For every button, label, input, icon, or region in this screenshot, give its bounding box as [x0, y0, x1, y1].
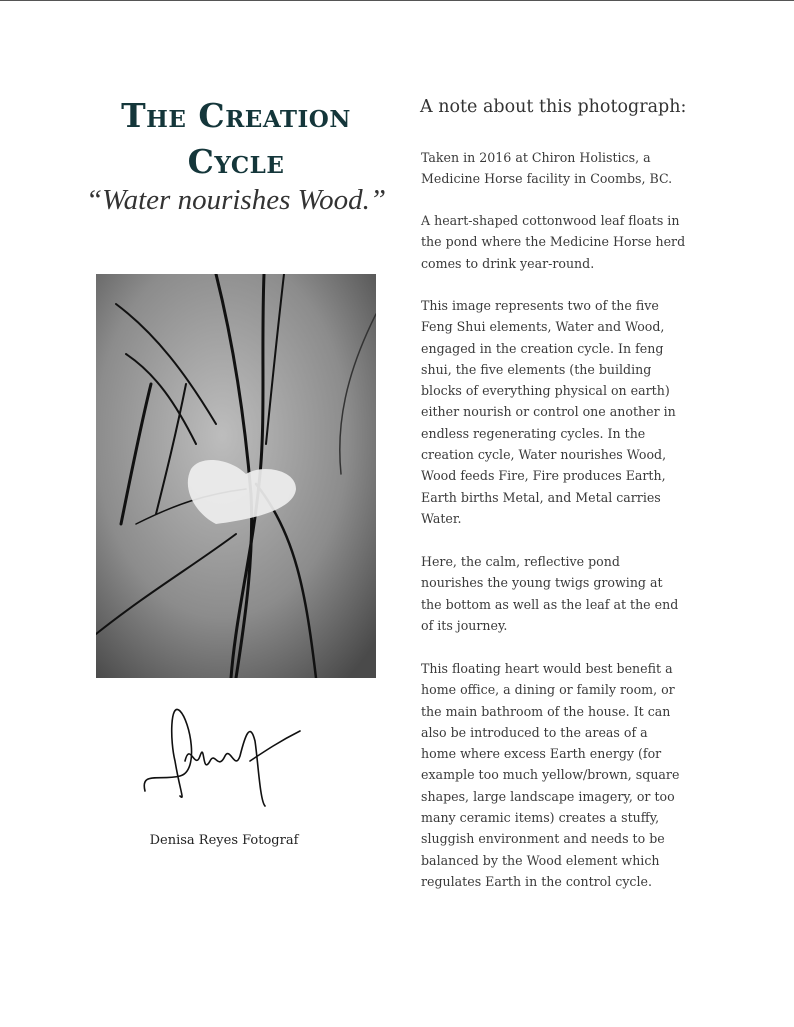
text-line: Water.: [421, 510, 462, 526]
text-line: engaged in the creation cycle. In feng: [421, 340, 664, 356]
leaf-on-pond-photo: [96, 274, 376, 678]
text-line: balanced by the Wood element which: [421, 852, 660, 868]
title-line-2: Cycle: [187, 142, 285, 181]
text-line: blocks of everything physical on earth): [421, 383, 670, 399]
text-line: Feng Shui elements, Water and Wood,: [421, 319, 665, 335]
text-line: many ceramic items) creates a stuffy,: [421, 810, 660, 826]
photographer-credit: Denisa Reyes Fotograf: [149, 833, 299, 848]
note-paragraph: [421, 210, 685, 274]
text-line: also be introduced to the areas of a: [421, 724, 648, 740]
text-line: Taken in 2016 at Chiron Holistics, a: [421, 150, 651, 165]
text-line: either nourish or control one another in: [421, 404, 676, 420]
text-line: Wood feeds Fire, Fire produces Earth,: [421, 468, 666, 484]
text-line: This floating heart would best benefit a: [421, 661, 673, 676]
text-line: shui, the five elements (the building: [421, 361, 652, 377]
text-line: home office, a dining or family room, or: [421, 682, 675, 698]
note-paragraph: [421, 658, 679, 892]
text-line: of its journey.: [421, 617, 508, 633]
note-paragraph: [421, 551, 678, 636]
text-line: the pond where the Medicine Horse herd: [421, 234, 686, 250]
note-paragraph: [421, 147, 672, 190]
text-line: Medicine Horse facility in Coombs, BC.: [421, 171, 673, 187]
text-line: regulates Earth in the control cycle.: [421, 873, 652, 889]
text-line: example too much yellow/brown, square: [421, 767, 680, 783]
title-line-1: The Creation: [121, 96, 351, 135]
text-line: the main bathroom of the house. It can: [421, 703, 671, 719]
signature-image: [140, 701, 305, 811]
subtitle-quote: “Water nourishes Wood.”: [86, 184, 386, 216]
text-line: sluggish environment and needs to be: [421, 831, 665, 847]
text-line: Here, the calm, reflective pond: [421, 554, 620, 569]
note-heading: A note about this photograph:: [420, 97, 687, 117]
text-line: comes to drink year-round.: [421, 255, 595, 271]
note-paragraph: [421, 295, 676, 529]
text-line: Earth births Metal, and Metal carries: [421, 489, 661, 505]
text-line: endless regenerating cycles. In the: [421, 425, 646, 441]
text-line: home where excess Earth energy (for: [421, 746, 662, 762]
text-line: A heart-shaped cottonwood leaf floats in: [421, 213, 680, 228]
text-line: the bottom as well as the leaf at the end: [421, 596, 679, 612]
text-line: This image represents two of the five: [421, 298, 659, 313]
text-line: nourishes the young twigs growing at: [421, 575, 663, 591]
text-line: creation cycle, Water nourishes Wood,: [421, 447, 667, 463]
text-line: shapes, large landscape imagery, or too: [421, 788, 675, 804]
